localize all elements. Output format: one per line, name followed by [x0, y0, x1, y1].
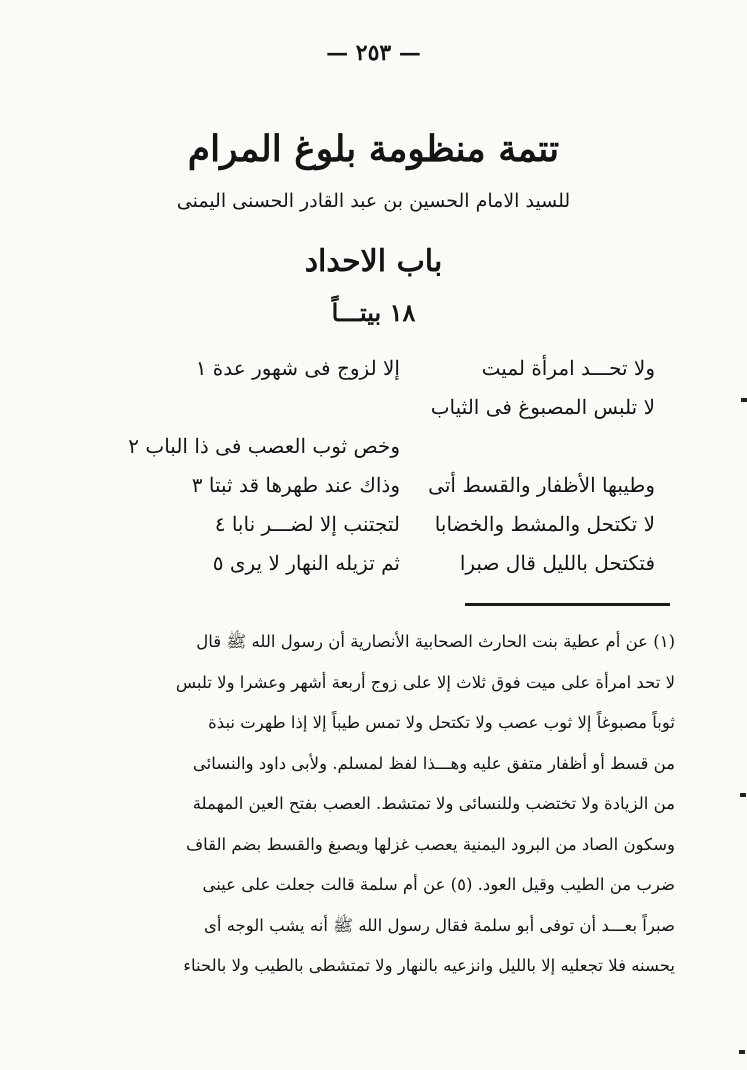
verse-first-hemistich: لا تلبس المصبوغ فى الثياب [430, 395, 655, 419]
scan-edge-mark [740, 793, 746, 797]
footnote-line: (١) عن أم عطية بنت الحارث الصحابية الأنصارية أن رسول الله ﷺ قال [196, 632, 675, 651]
footnote-line: ثوباً مصبوغاً إلا ثوب عصب ولا تكتحل ولا تمس طيباً إلا إذا طهرت نبذة [208, 713, 675, 732]
verse-second-hemistich: ثم تزيله النهار لا يرى ٥ [212, 551, 400, 575]
verse-first-hemistich: فتكتحل بالليل قال صبرا [459, 551, 655, 575]
verse-count: ١٨ بيتـــاً [331, 298, 416, 327]
verse-second-hemistich: وذاك عند طهرها قد ثبتا ٣ [191, 473, 400, 497]
scan-edge-mark [739, 1050, 745, 1054]
footnote-separator [465, 603, 670, 606]
footnotes [75, 622, 675, 987]
verse-line [160, 512, 655, 551]
poem [128, 356, 655, 590]
verse-first-hemistich: لا تكتحل والمشط والخضابا [434, 512, 655, 536]
footnote-line: من الزيادة ولا تختضب وللنسائى ولا تمتشط. العصب بفتح العين المهملة [192, 794, 675, 813]
verse-line [160, 356, 655, 395]
verse-second-hemistich: إلا لزوج فى شهور عدة ١ [195, 356, 400, 380]
verse-first-hemistich: وطيبها الأظفار والقسط أتى [428, 473, 655, 497]
page-title: تتمة منظومة بلوغ المرام [187, 128, 560, 170]
footnote-line: من قسط أو أظفار متفق عليه وهـــذا لفظ لمسلم. ولأبى داود والنسائى [192, 753, 675, 773]
verse-second-hemistich: لتجتنب إلا لضـــر نابا ٤ [214, 512, 400, 536]
author-line: للسيد الامام الحسين بن عبد القادر الحسنى اليمنى [176, 190, 571, 212]
verse-line [128, 434, 655, 473]
scan-edge-mark [741, 398, 747, 402]
footnote-line: لا تحد امرأة على ميت فوق ثلاث إلا على زوج أربعة أشهر وعشرا ولا تلبس [175, 672, 675, 692]
chapter-heading: باب الاحداد [304, 244, 443, 279]
page-number: — ٢٥٣ — [326, 40, 421, 66]
verse-first-hemistich: ولا تحـــد امرأة لميت [481, 356, 655, 380]
footnote-line: صبراً بعـــد أن توفى أبو سلمة فقال رسول الله ﷺ أنه يشب الوجه أى [203, 915, 675, 935]
verse-line [160, 551, 655, 590]
footnote-line: ضرب من الطيب وقيل العود. (٥) عن أم سلمة قالت جعلت على عينى [202, 875, 675, 894]
verse-line [160, 395, 655, 434]
verse-line [160, 473, 655, 512]
verse-second-hemistich: وخص ثوب العصب فى ذا الباب ٢ [128, 434, 400, 458]
footnote-line: يحسنه فلا تجعليه إلا بالليل وانزعيه بالنهار ولا تمتشطى بالطيب ولا بالحناء [183, 956, 675, 975]
footnote-line: وسكون الصاد من البرود اليمنية يعصب غزلها ويصبغ والقسط بضم القاف [186, 834, 675, 854]
